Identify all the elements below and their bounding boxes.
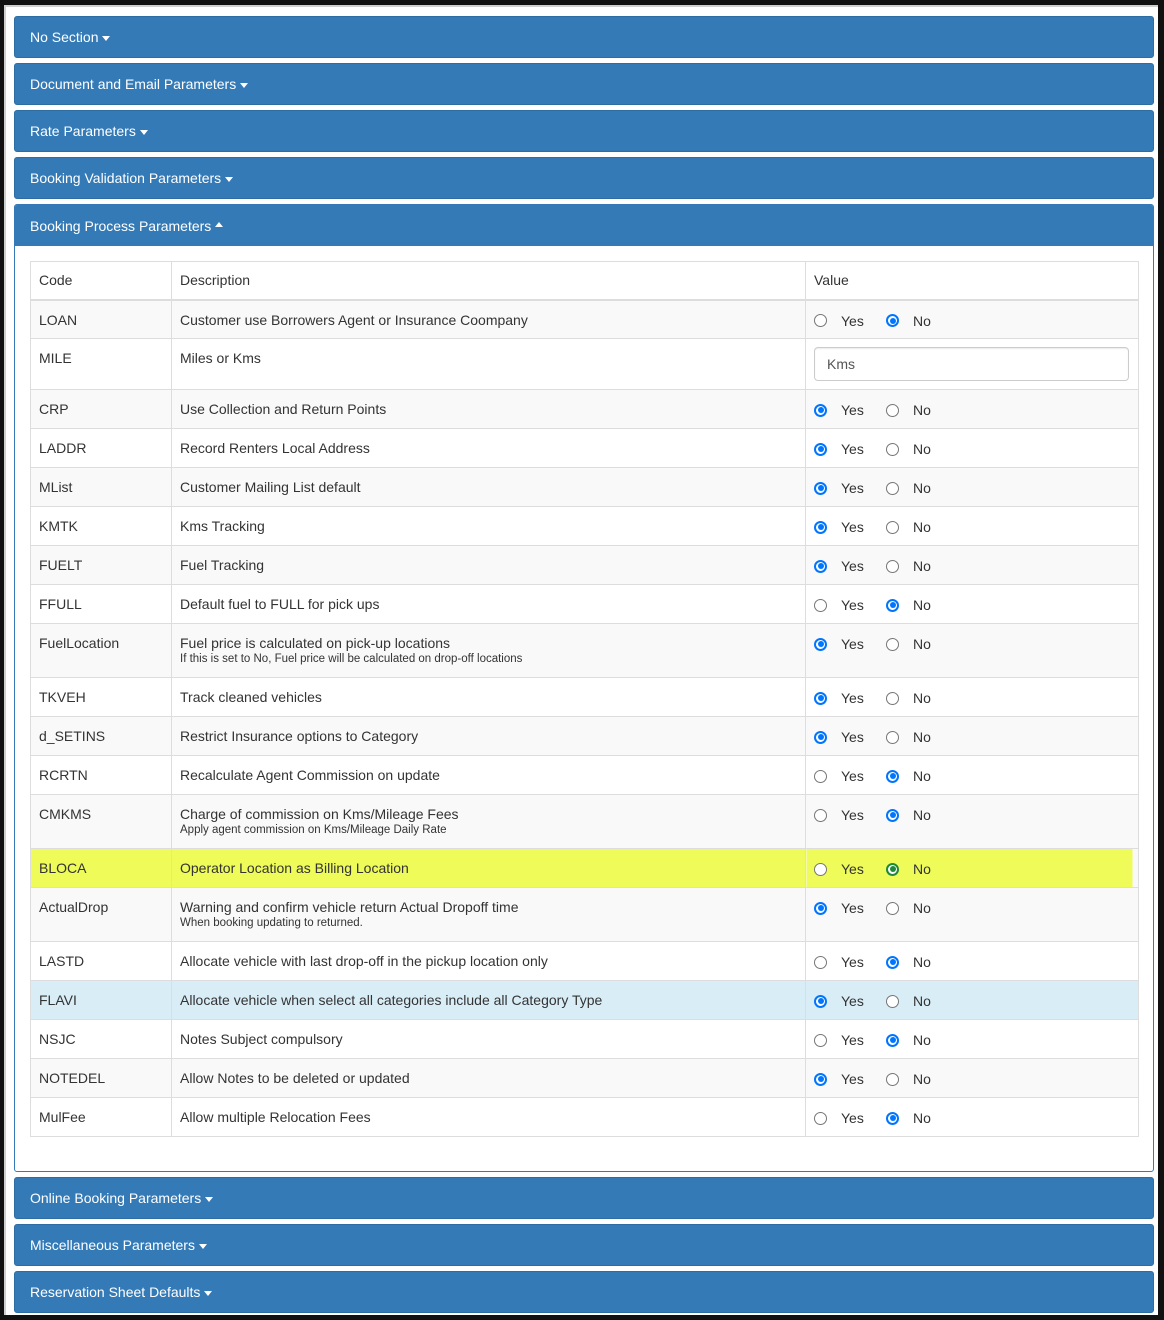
section-reservation-sheet-defaults[interactable] — [14, 1271, 1154, 1313]
cell-value — [806, 390, 1139, 429]
header-code: Code — [31, 262, 172, 300]
radio-yes-label[interactable]: Yes — [841, 1110, 864, 1126]
radio-no[interactable] — [886, 692, 899, 705]
cell-code: FUELT — [31, 546, 172, 585]
radio-no[interactable] — [886, 809, 899, 822]
cell-value — [806, 981, 1139, 1020]
radio-yes[interactable] — [814, 599, 827, 612]
cell-code: KMTK — [31, 507, 172, 546]
booking-process-panel — [14, 204, 1154, 1172]
radio-no-label[interactable]: No — [913, 636, 931, 652]
cell-value — [806, 1020, 1139, 1059]
description-text: Kms Tracking — [180, 518, 265, 534]
yes-no-radio-group — [814, 518, 1130, 535]
cell-value — [806, 339, 1139, 390]
cell-description — [172, 339, 806, 390]
cell-value — [806, 585, 1139, 624]
table-header-row — [31, 262, 1139, 300]
radio-yes[interactable] — [814, 638, 827, 651]
cell-code: BLOCA — [31, 849, 172, 888]
radio-yes-label[interactable]: Yes — [841, 690, 864, 706]
yes-no-radio-group — [814, 312, 1130, 329]
cell-description — [172, 507, 806, 546]
description-text: Fuel price is calculated on pick-up locations — [180, 635, 451, 651]
radio-no-label[interactable]: No — [913, 993, 931, 1009]
miles-or-kms-input[interactable] — [814, 347, 1129, 381]
description-text: Track cleaned vehicles — [180, 689, 322, 705]
description-text: Notes Subject compulsory — [180, 1031, 343, 1047]
cell-description — [172, 429, 806, 468]
parameters-table — [30, 261, 1139, 1137]
yes-no-radio-group — [814, 479, 1130, 496]
yes-no-radio-group — [814, 1109, 1130, 1126]
table-row — [31, 888, 1139, 942]
yes-no-radio-group — [814, 596, 1130, 613]
radio-yes-label[interactable]: Yes — [841, 519, 864, 535]
caret-down-icon — [240, 83, 248, 88]
cell-code: MILE — [31, 339, 172, 390]
cell-value — [806, 1059, 1139, 1098]
radio-no-label[interactable]: No — [913, 597, 931, 613]
radio-no-label[interactable]: No — [913, 480, 931, 496]
radio-yes-label[interactable]: Yes — [841, 729, 864, 745]
radio-no[interactable] — [886, 731, 899, 744]
cell-value — [806, 624, 1139, 678]
section-no-section[interactable] — [14, 16, 1154, 58]
radio-no[interactable] — [886, 863, 899, 876]
table-row — [31, 1098, 1139, 1137]
description-text: Allocate vehicle when select all categories include all Category Type — [180, 992, 603, 1008]
section-booking-validation-parameters[interactable] — [14, 157, 1154, 199]
radio-yes-label[interactable]: Yes — [841, 597, 864, 613]
description-text: Recalculate Agent Commission on update — [180, 767, 440, 783]
radio-yes[interactable] — [814, 1034, 827, 1047]
cell-description — [172, 717, 806, 756]
section-title: Booking Validation Parameters — [30, 170, 222, 186]
description-text: Allow Notes to be deleted or updated — [180, 1070, 410, 1086]
radio-no[interactable] — [886, 1112, 899, 1125]
description-note: When booking updating to returned. — [180, 917, 363, 929]
radio-yes[interactable] — [814, 809, 827, 822]
cell-value — [806, 888, 1139, 942]
radio-yes-label[interactable]: Yes — [841, 441, 864, 457]
cell-value — [806, 756, 1139, 795]
cell-value — [806, 717, 1139, 756]
section-title: Miscellaneous Parameters — [30, 1237, 195, 1253]
radio-yes[interactable] — [814, 314, 827, 327]
radio-yes-label[interactable]: Yes — [841, 768, 864, 784]
yes-no-radio-group — [814, 557, 1130, 574]
radio-no-label[interactable]: No — [913, 768, 931, 784]
cell-code: MList — [31, 468, 172, 507]
cell-description — [172, 1098, 806, 1137]
cell-code: NOTEDEL — [31, 1059, 172, 1098]
cell-description — [172, 624, 806, 678]
description-text: Allow multiple Relocation Fees — [180, 1109, 371, 1125]
table-body — [31, 300, 1139, 1137]
radio-yes[interactable] — [814, 521, 827, 534]
yes-no-radio-group — [814, 635, 1130, 652]
radio-no-label[interactable]: No — [913, 558, 931, 574]
table-row — [31, 339, 1139, 390]
radio-yes[interactable] — [814, 692, 827, 705]
cell-value — [806, 300, 1139, 339]
cell-value — [806, 507, 1139, 546]
radio-no[interactable] — [886, 314, 899, 327]
description-text: Restrict Insurance options to Category — [180, 728, 419, 744]
cell-value — [806, 849, 1139, 888]
section-online-booking-parameters[interactable] — [14, 1177, 1154, 1219]
yes-no-radio-group — [814, 899, 1130, 916]
yes-no-radio-group — [814, 806, 1130, 823]
cell-value — [806, 795, 1139, 849]
radio-no[interactable] — [886, 443, 899, 456]
cell-code: d_SETINS — [31, 717, 172, 756]
table-row — [31, 390, 1139, 429]
cell-code: CRP — [31, 390, 172, 429]
table-row — [31, 756, 1139, 795]
radio-no-label[interactable]: No — [913, 312, 931, 329]
table-row — [31, 507, 1139, 546]
radio-yes[interactable] — [814, 482, 827, 495]
radio-no[interactable] — [886, 521, 899, 534]
table-row — [31, 1020, 1139, 1059]
radio-yes[interactable] — [814, 731, 827, 744]
cell-code: FuelLocation — [31, 624, 172, 678]
yes-no-radio-group — [814, 728, 1130, 745]
table-row — [31, 942, 1139, 981]
table-row — [31, 300, 1139, 339]
cell-code: TKVEH — [31, 678, 172, 717]
caret-down-icon — [225, 177, 233, 182]
radio-yes[interactable] — [814, 863, 827, 876]
cell-description — [172, 849, 806, 888]
caret-down-icon — [140, 130, 148, 135]
cell-code: MulFee — [31, 1098, 172, 1137]
yes-no-radio-group — [814, 1070, 1130, 1087]
cell-description — [172, 981, 806, 1020]
radio-no-label[interactable]: No — [913, 1032, 931, 1048]
radio-yes[interactable] — [814, 770, 827, 783]
radio-yes[interactable] — [814, 1073, 827, 1086]
radio-no-label[interactable]: No — [913, 519, 931, 535]
description-text: Record Renters Local Address — [180, 440, 370, 456]
table-row — [31, 585, 1139, 624]
cell-description — [172, 678, 806, 717]
yes-no-radio-group — [814, 1031, 1130, 1048]
radio-no[interactable] — [886, 638, 899, 651]
cell-value — [806, 1098, 1139, 1137]
section-title: Booking Process Parameters — [30, 217, 212, 234]
cell-code: LADDR — [31, 429, 172, 468]
description-note: If this is set to No, Fuel price will be calculated on drop-off locations — [180, 653, 523, 665]
yes-no-radio-group — [814, 767, 1130, 784]
radio-yes-label[interactable]: Yes — [841, 480, 864, 496]
yes-no-radio-group — [814, 401, 1130, 418]
radio-no-label[interactable]: No — [913, 729, 931, 745]
description-text: Customer use Borrowers Agent or Insurance Coompany — [180, 311, 528, 328]
radio-no-label[interactable]: No — [913, 1071, 931, 1087]
table-row — [31, 429, 1139, 468]
caret-up-icon — [215, 222, 223, 227]
cell-code: NSJC — [31, 1020, 172, 1059]
radio-no-label[interactable]: No — [913, 807, 931, 823]
radio-yes[interactable] — [814, 956, 827, 969]
radio-no-label[interactable]: No — [913, 900, 931, 916]
description-text: Fuel Tracking — [180, 557, 265, 573]
radio-yes-label[interactable]: Yes — [841, 900, 864, 916]
cell-code: LASTD — [31, 942, 172, 981]
description-text: Use Collection and Return Points — [180, 401, 387, 417]
cell-value — [806, 942, 1139, 981]
cell-code: RCRTN — [31, 756, 172, 795]
cell-description — [172, 756, 806, 795]
section-miscellaneous-parameters[interactable] — [14, 1224, 1154, 1266]
description-text: Allocate vehicle with last drop-off in the pickup location only — [180, 953, 548, 969]
header-description: Description — [172, 262, 806, 300]
yes-no-radio-group — [814, 689, 1130, 706]
yes-no-radio-group — [814, 992, 1130, 1009]
header-value: Value — [806, 262, 1139, 300]
radio-no-label[interactable]: No — [913, 954, 931, 970]
description-text: Warning and confirm vehicle return Actual Dropoff time — [180, 899, 519, 915]
radio-yes-label[interactable]: Yes — [841, 636, 864, 652]
radio-no[interactable] — [886, 560, 899, 573]
cell-description — [172, 1020, 806, 1059]
cell-code: CMKMS — [31, 795, 172, 849]
parameter-panels — [14, 16, 1154, 1318]
radio-no[interactable] — [886, 404, 899, 417]
radio-no[interactable] — [886, 770, 899, 783]
radio-yes-label[interactable]: Yes — [841, 861, 864, 877]
section-rate-parameters[interactable] — [14, 110, 1154, 152]
radio-no[interactable] — [886, 956, 899, 969]
cell-description — [172, 585, 806, 624]
description-text: Default fuel to FULL for pick ups — [180, 596, 380, 612]
cell-description — [172, 468, 806, 507]
radio-no-label[interactable]: No — [913, 690, 931, 706]
radio-yes-label[interactable]: Yes — [841, 312, 864, 329]
booking-process-body — [15, 246, 1153, 1171]
radio-yes[interactable] — [814, 995, 827, 1008]
radio-yes-label[interactable]: Yes — [841, 1032, 864, 1048]
section-title: No Section — [30, 29, 99, 45]
cell-description — [172, 888, 806, 942]
description-text: Charge of commission on Kms/Mileage Fees — [180, 806, 459, 822]
cell-code: ActualDrop — [31, 888, 172, 942]
radio-yes-label[interactable]: Yes — [841, 993, 864, 1009]
description-text: Miles or Kms — [180, 350, 261, 366]
cell-code: LOAN — [31, 300, 172, 339]
yes-no-radio-group — [814, 953, 1130, 970]
radio-no[interactable] — [886, 1034, 899, 1047]
table-row — [31, 981, 1139, 1020]
table-row — [31, 546, 1139, 585]
table-row — [31, 468, 1139, 507]
cell-description — [172, 795, 806, 849]
radio-yes-label[interactable]: Yes — [841, 558, 864, 574]
cell-description — [172, 390, 806, 429]
cell-value — [806, 468, 1139, 507]
caret-down-icon — [102, 36, 110, 41]
radio-yes-label[interactable]: Yes — [841, 1071, 864, 1087]
radio-yes[interactable] — [814, 1112, 827, 1125]
radio-yes[interactable] — [814, 560, 827, 573]
radio-yes[interactable] — [814, 443, 827, 456]
cell-description — [172, 1059, 806, 1098]
caret-down-icon — [205, 1197, 213, 1202]
caret-down-icon — [199, 1244, 207, 1249]
radio-no[interactable] — [886, 995, 899, 1008]
radio-no-label[interactable]: No — [913, 441, 931, 457]
yes-no-radio-group — [814, 440, 1130, 457]
section-title: Online Booking Parameters — [30, 1190, 202, 1206]
table-row — [31, 849, 1139, 888]
cell-description — [172, 942, 806, 981]
radio-no-label[interactable]: No — [913, 1110, 931, 1126]
radio-no[interactable] — [886, 902, 899, 915]
yes-no-radio-group — [814, 860, 1130, 877]
table-row — [31, 717, 1139, 756]
radio-yes-label[interactable]: Yes — [841, 402, 864, 418]
cell-description — [172, 300, 806, 339]
section-title: Document and Email Parameters — [30, 76, 237, 92]
table-row — [31, 678, 1139, 717]
radio-no-label[interactable]: No — [913, 861, 931, 877]
radio-yes[interactable] — [814, 404, 827, 417]
radio-no[interactable] — [886, 1073, 899, 1086]
radio-yes-label[interactable]: Yes — [841, 954, 864, 970]
radio-no[interactable] — [886, 482, 899, 495]
description-text: Operator Location as Billing Location — [180, 860, 409, 876]
section-title: Reservation Sheet Defaults — [30, 1284, 201, 1300]
table-row — [31, 624, 1139, 678]
radio-yes-label[interactable]: Yes — [841, 807, 864, 823]
section-booking-process-parameters[interactable] — [15, 205, 1153, 246]
cell-description — [172, 546, 806, 585]
description-text: Customer Mailing List default — [180, 479, 361, 495]
cell-code: FLAVI — [31, 981, 172, 1020]
cell-value — [806, 429, 1139, 468]
radio-no-label[interactable]: No — [913, 402, 931, 418]
section-title: Rate Parameters — [30, 123, 136, 139]
description-note: Apply agent commission on Kms/Mileage Daily Rate — [180, 824, 447, 836]
radio-yes[interactable] — [814, 902, 827, 915]
radio-no[interactable] — [886, 599, 899, 612]
caret-down-icon — [204, 1291, 212, 1296]
section-document-email-parameters[interactable] — [14, 63, 1154, 105]
table-row — [31, 1059, 1139, 1098]
cell-code: FFULL — [31, 585, 172, 624]
cell-value — [806, 546, 1139, 585]
table-row — [31, 795, 1139, 849]
cell-value — [806, 678, 1139, 717]
